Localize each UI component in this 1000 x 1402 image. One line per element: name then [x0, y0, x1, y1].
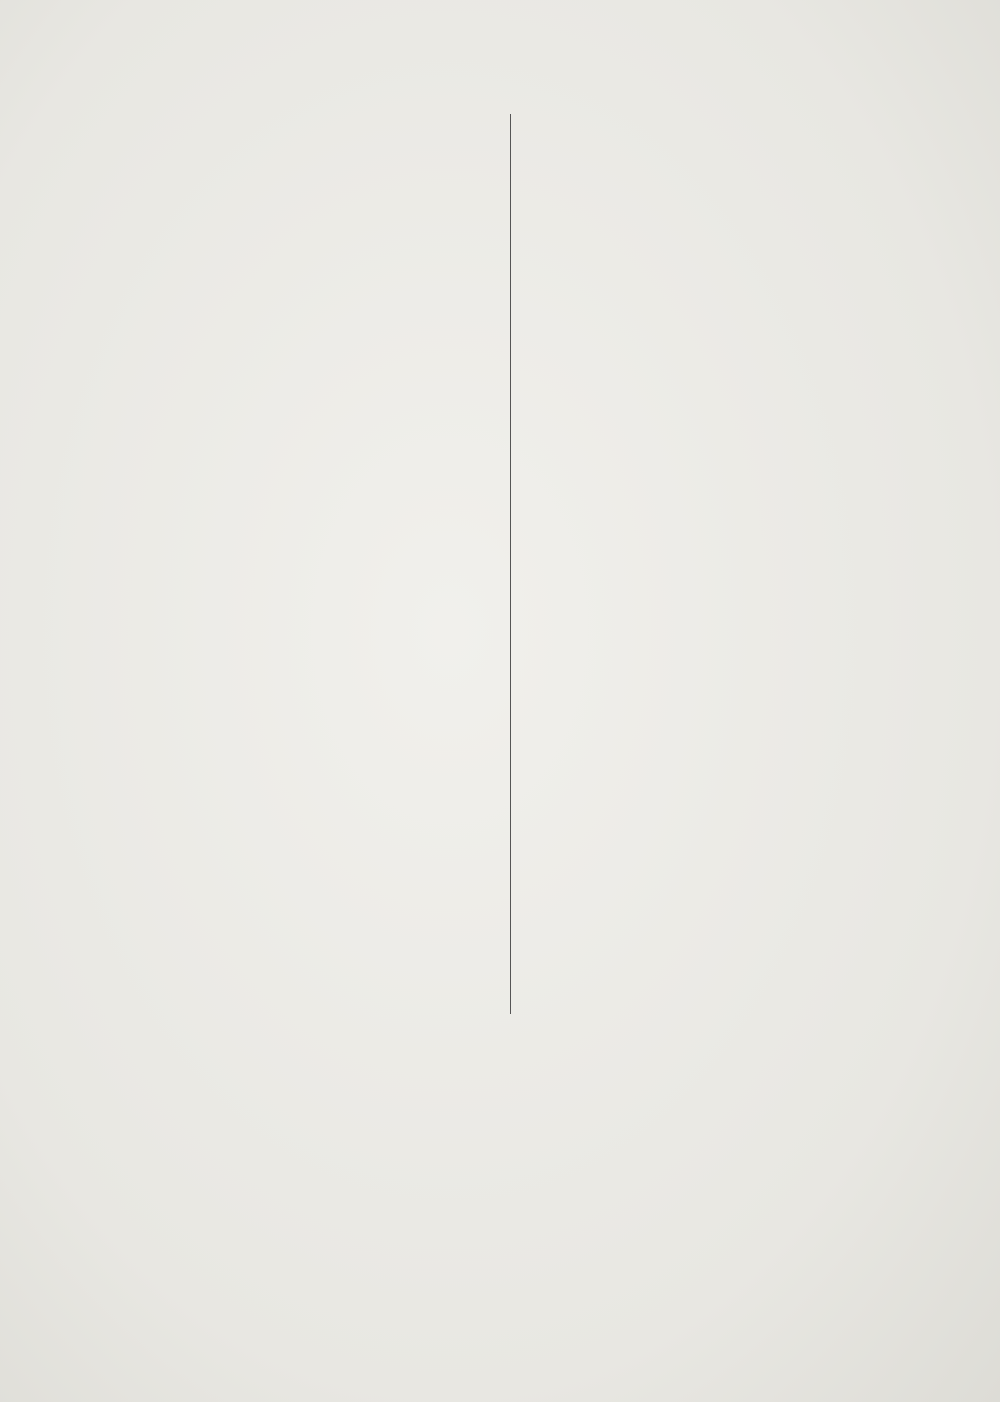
column-divider: [510, 114, 511, 1014]
spacer: [530, 122, 900, 136]
left-column: [120, 100, 482, 122]
right-column: [530, 100, 900, 150]
spacer: [530, 136, 900, 150]
spacer: [530, 100, 900, 122]
